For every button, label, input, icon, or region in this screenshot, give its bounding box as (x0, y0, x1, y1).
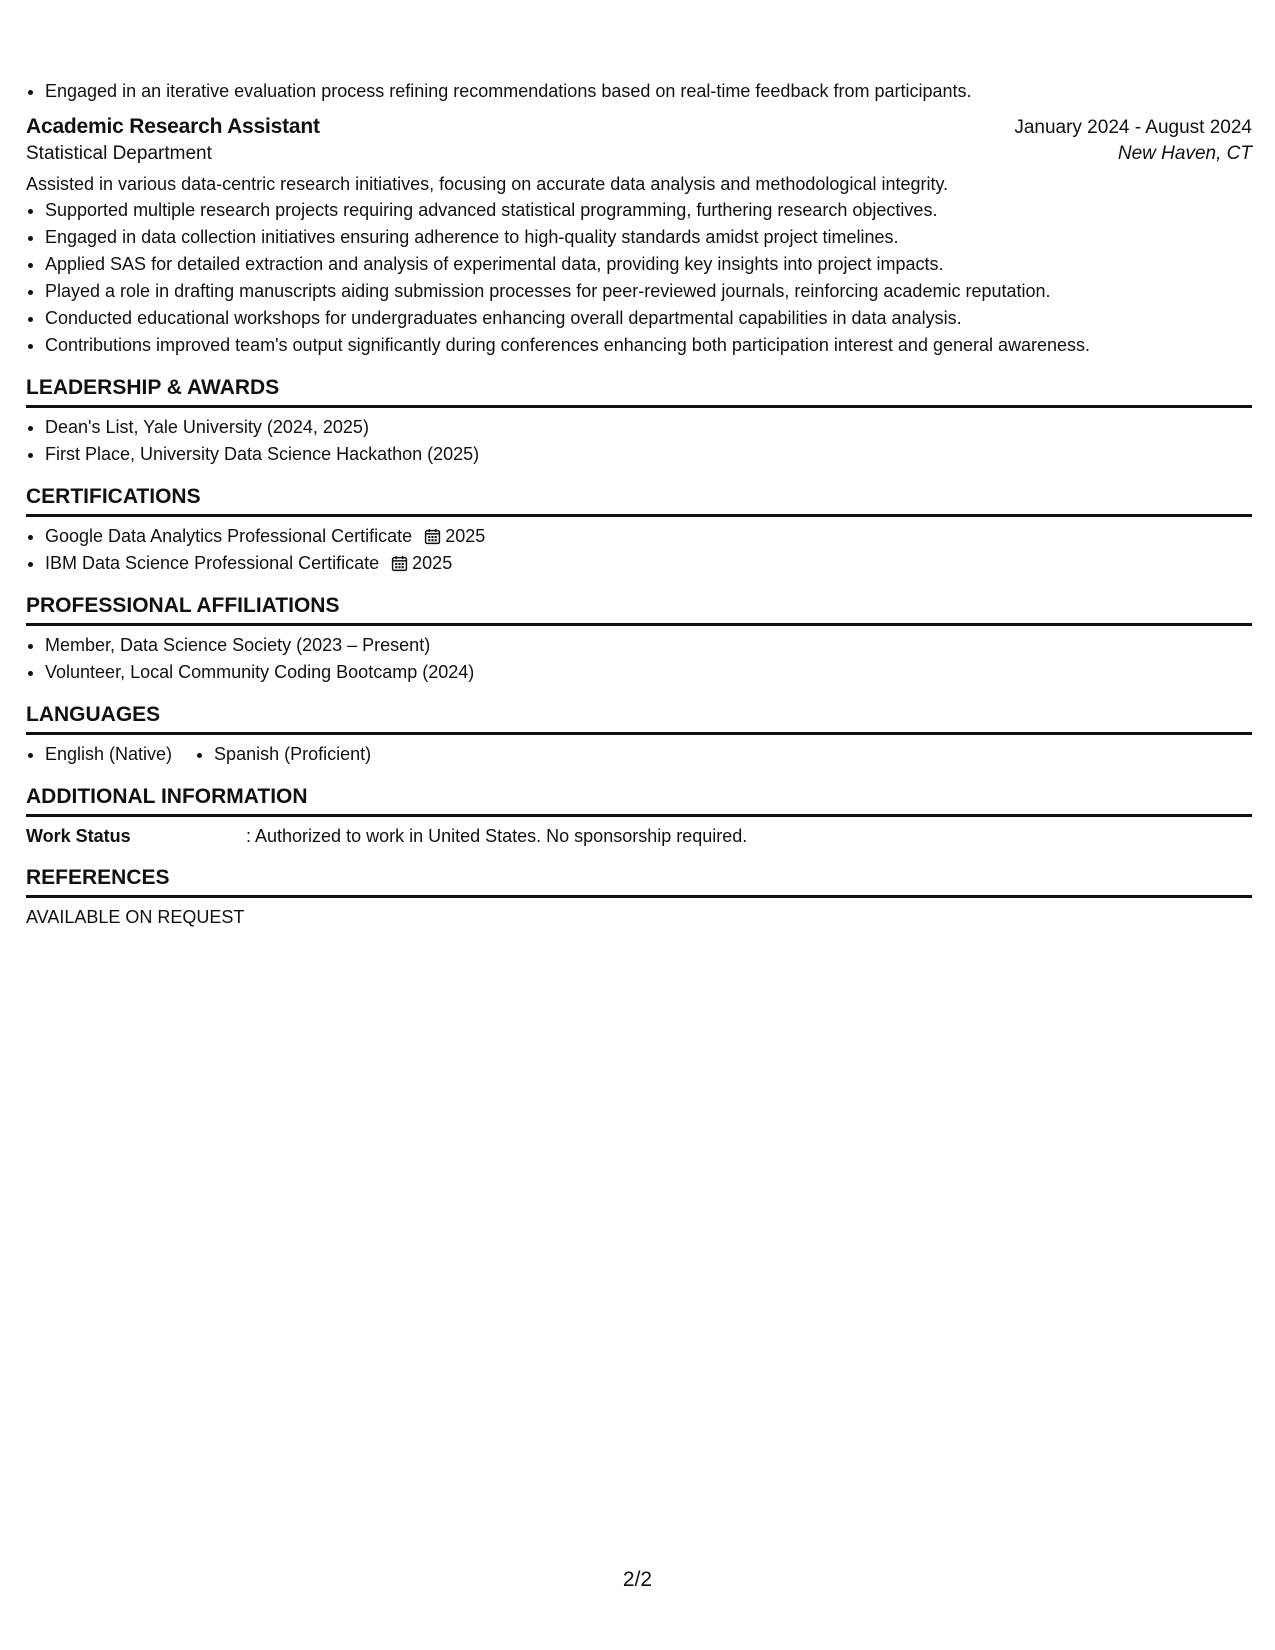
list-item (45, 550, 1252, 577)
certification-year: 2025 (412, 553, 453, 573)
certification-name: • IBM Data Science Professional Certificate (45, 553, 380, 573)
previous-role-bullets (26, 78, 1252, 105)
section-heading-certifications: CERTIFICATIONS (26, 484, 1252, 517)
job-header (26, 115, 1252, 139)
section-heading-additional-information: ADDITIONAL INFORMATION (26, 784, 1252, 817)
leadership-list (26, 414, 1252, 468)
work-status-label: Work Status (26, 826, 131, 846)
certification-entry (45, 550, 452, 577)
section-heading-leadership: LEADERSHIP & AWARDS (26, 375, 1252, 408)
calendar-icon (391, 555, 408, 572)
languages-list (26, 741, 1252, 768)
experience-entry (26, 115, 1252, 359)
list-item: • Played a role in drafting manuscripts aiding submission processes for peer-reviewed journals, reinforcing academic reputation. (45, 278, 1252, 305)
list-item: • Engaged in an iterative evaluation process refining recommendations based on real-time feedback from participants. (45, 78, 1252, 105)
job-location: New Haven, CT (1117, 143, 1252, 164)
list-item: • Volunteer, Local Community Coding Bootcamp (2024) (45, 659, 1252, 686)
resume-page (26, 0, 1252, 930)
list-item: • Supported multiple research projects requiring advanced statistical programming, furthering research objectives. (45, 197, 1252, 224)
job-title: Academic Research Assistant (26, 115, 320, 138)
certification-year: 2025 (445, 526, 486, 546)
job-dates: January 2024 - August 2024 (1014, 117, 1252, 138)
work-status-row (26, 823, 1252, 849)
calendar-icon (424, 528, 441, 545)
job-summary: Assisted in various data-centric research initiatives, focusing on accurate data analysis and methodological integrity. (26, 174, 949, 194)
list-item: • Conducted educational workshops for undergraduates enhancing overall departmental capabilities in data analysis. (45, 305, 1252, 332)
references-text: AVAILABLE ON REQUEST (26, 907, 245, 927)
affiliations-list (26, 632, 1252, 686)
job-organization: Statistical Department (26, 143, 212, 164)
certification-entry (45, 523, 485, 550)
certifications-list (26, 523, 1252, 577)
section-heading-affiliations: PROFESSIONAL AFFILIATIONS (26, 593, 1252, 626)
certification-date (424, 523, 485, 550)
section-heading-languages: LANGUAGES (26, 702, 1252, 735)
work-status-value: : Authorized to work in United States. No sponsorship required. (246, 826, 748, 846)
list-item: • Engaged in data collection initiatives ensuring adherence to high-quality standards amidst project timelines. (45, 224, 1252, 251)
certification-name: • Google Data Analytics Professional Certificate (45, 526, 413, 546)
list-item: • Applied SAS for detailed extraction and analysis of experimental data, providing key insights into project impacts. (45, 251, 1252, 278)
page-number: 2/2 (622, 1568, 653, 1591)
language-item: • Spanish (Proficient) (214, 741, 371, 768)
list-item: • First Place, University Data Science Hackathon (2025) (45, 441, 1252, 468)
language-item: • English (Native) (45, 741, 172, 768)
list-item: • Dean's List, Yale University (2024, 2025) (45, 414, 1252, 441)
list-item (45, 523, 1252, 550)
list-item: • Member, Data Science Society (2023 – Present) (45, 632, 1252, 659)
list-item: • Contributions improved team's output significantly during conferences enhancing both participation interest and general awareness. (45, 332, 1252, 359)
job-subheader (26, 143, 1252, 165)
job-bullets (26, 197, 1252, 359)
section-heading-references: REFERENCES (26, 865, 1252, 898)
certification-date (391, 550, 452, 577)
